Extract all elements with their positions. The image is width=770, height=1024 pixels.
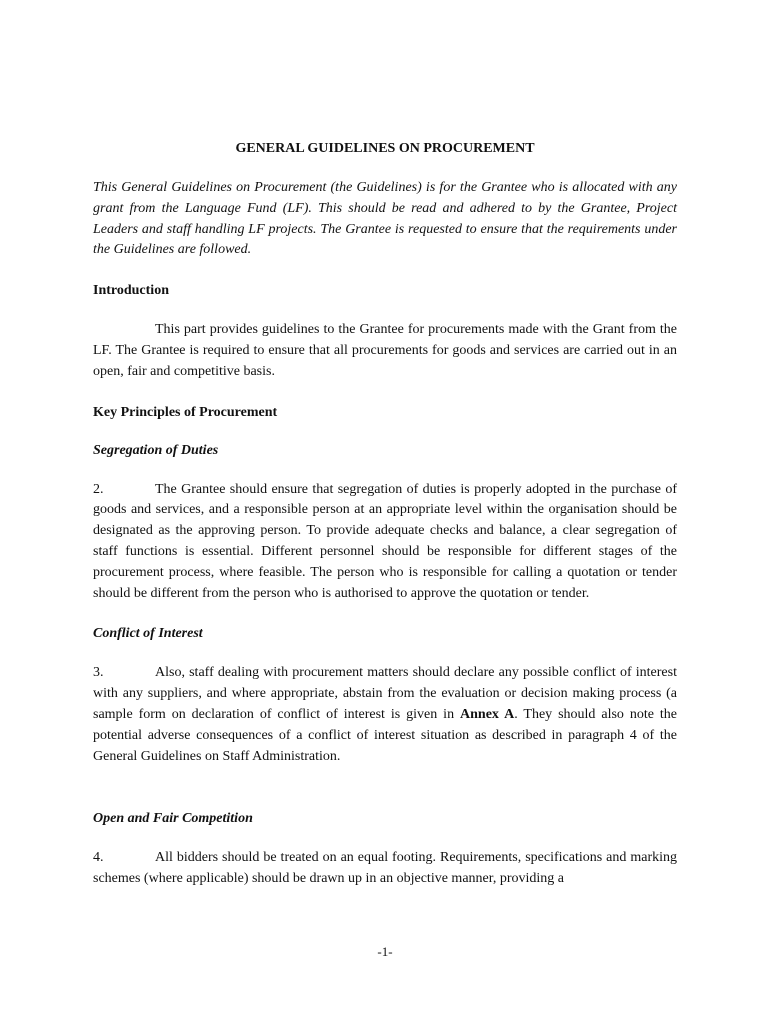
paragraph-2-number: 2. [93, 481, 104, 497]
key-principles-heading: Key Principles of Procurement [93, 404, 278, 420]
paragraph-2-text: The Grantee should ensure that segregation of duties is properly adopted in the purchase of goods and services, and a responsible person at an appropriate level within the organisation should be designated as the approving person. To provide adequate checks and balance, a clear segregation of staff functions is essential. Different personnel should be responsible for different stages of the procurement process, where feasible. The person who is responsible for calling a quotation or tender should be different from the person who is authorised to approve the quotation or tender. [93, 481, 677, 601]
paragraph-4-number: 4. [93, 850, 104, 866]
document-page [93, 140, 677, 911]
paragraph-2 [93, 480, 677, 605]
open-fair-heading: Open and Fair Competition [93, 811, 253, 827]
introduction-paragraph: This part provides guidelines to the Grantee for procurements made with the Grant from the LF. The Grantee is required to ensure that all procurements for goods and services are carried out in an open, fair and competitive basis. [93, 322, 677, 379]
introduction-heading: Introduction [93, 283, 169, 299]
spacer [93, 788, 677, 810]
paragraph-3-number: 3. [93, 665, 104, 681]
paragraph-3-text-b: . They should also note the potential adverse consequences of a conflict of interest situation as described in paragraph 4 of the General Guidelines on Staff Administration. [93, 706, 678, 764]
intro-paragraph: This General Guidelines on Procurement (the Guidelines) is for the Grantee who is allocated with any grant from the Language Fund (LF). This should be read and adhered to by the Grantee, Project Leaders and staff handling LF projects. The Grantee is requested to ensure that the requirements under the Guidelines are followed. [93, 180, 677, 258]
annex-a-reference: Annex A [460, 706, 515, 722]
segregation-heading: Segregation of Duties [93, 442, 219, 458]
paragraph-4-text: All bidders should be treated on an equal footing. Requirements, specifications and marking schemes (where applicable) should be drawn up in an objective manner, providing a [93, 850, 677, 887]
page-number: -1- [377, 944, 393, 959]
paragraph-4 [93, 848, 677, 890]
document-title: GENERAL GUIDELINES ON PROCUREMENT [235, 141, 535, 156]
paragraph-3 [93, 663, 677, 767]
conflict-heading: Conflict of Interest [93, 626, 203, 642]
paragraph-3-text-a: Also, staff dealing with procurement matters should declare any possible conflict of interest with any suppliers, and where appropriate, abstain from the evaluation or decision making process (a sample form on declaration of conflict of interest is given in [93, 665, 677, 722]
